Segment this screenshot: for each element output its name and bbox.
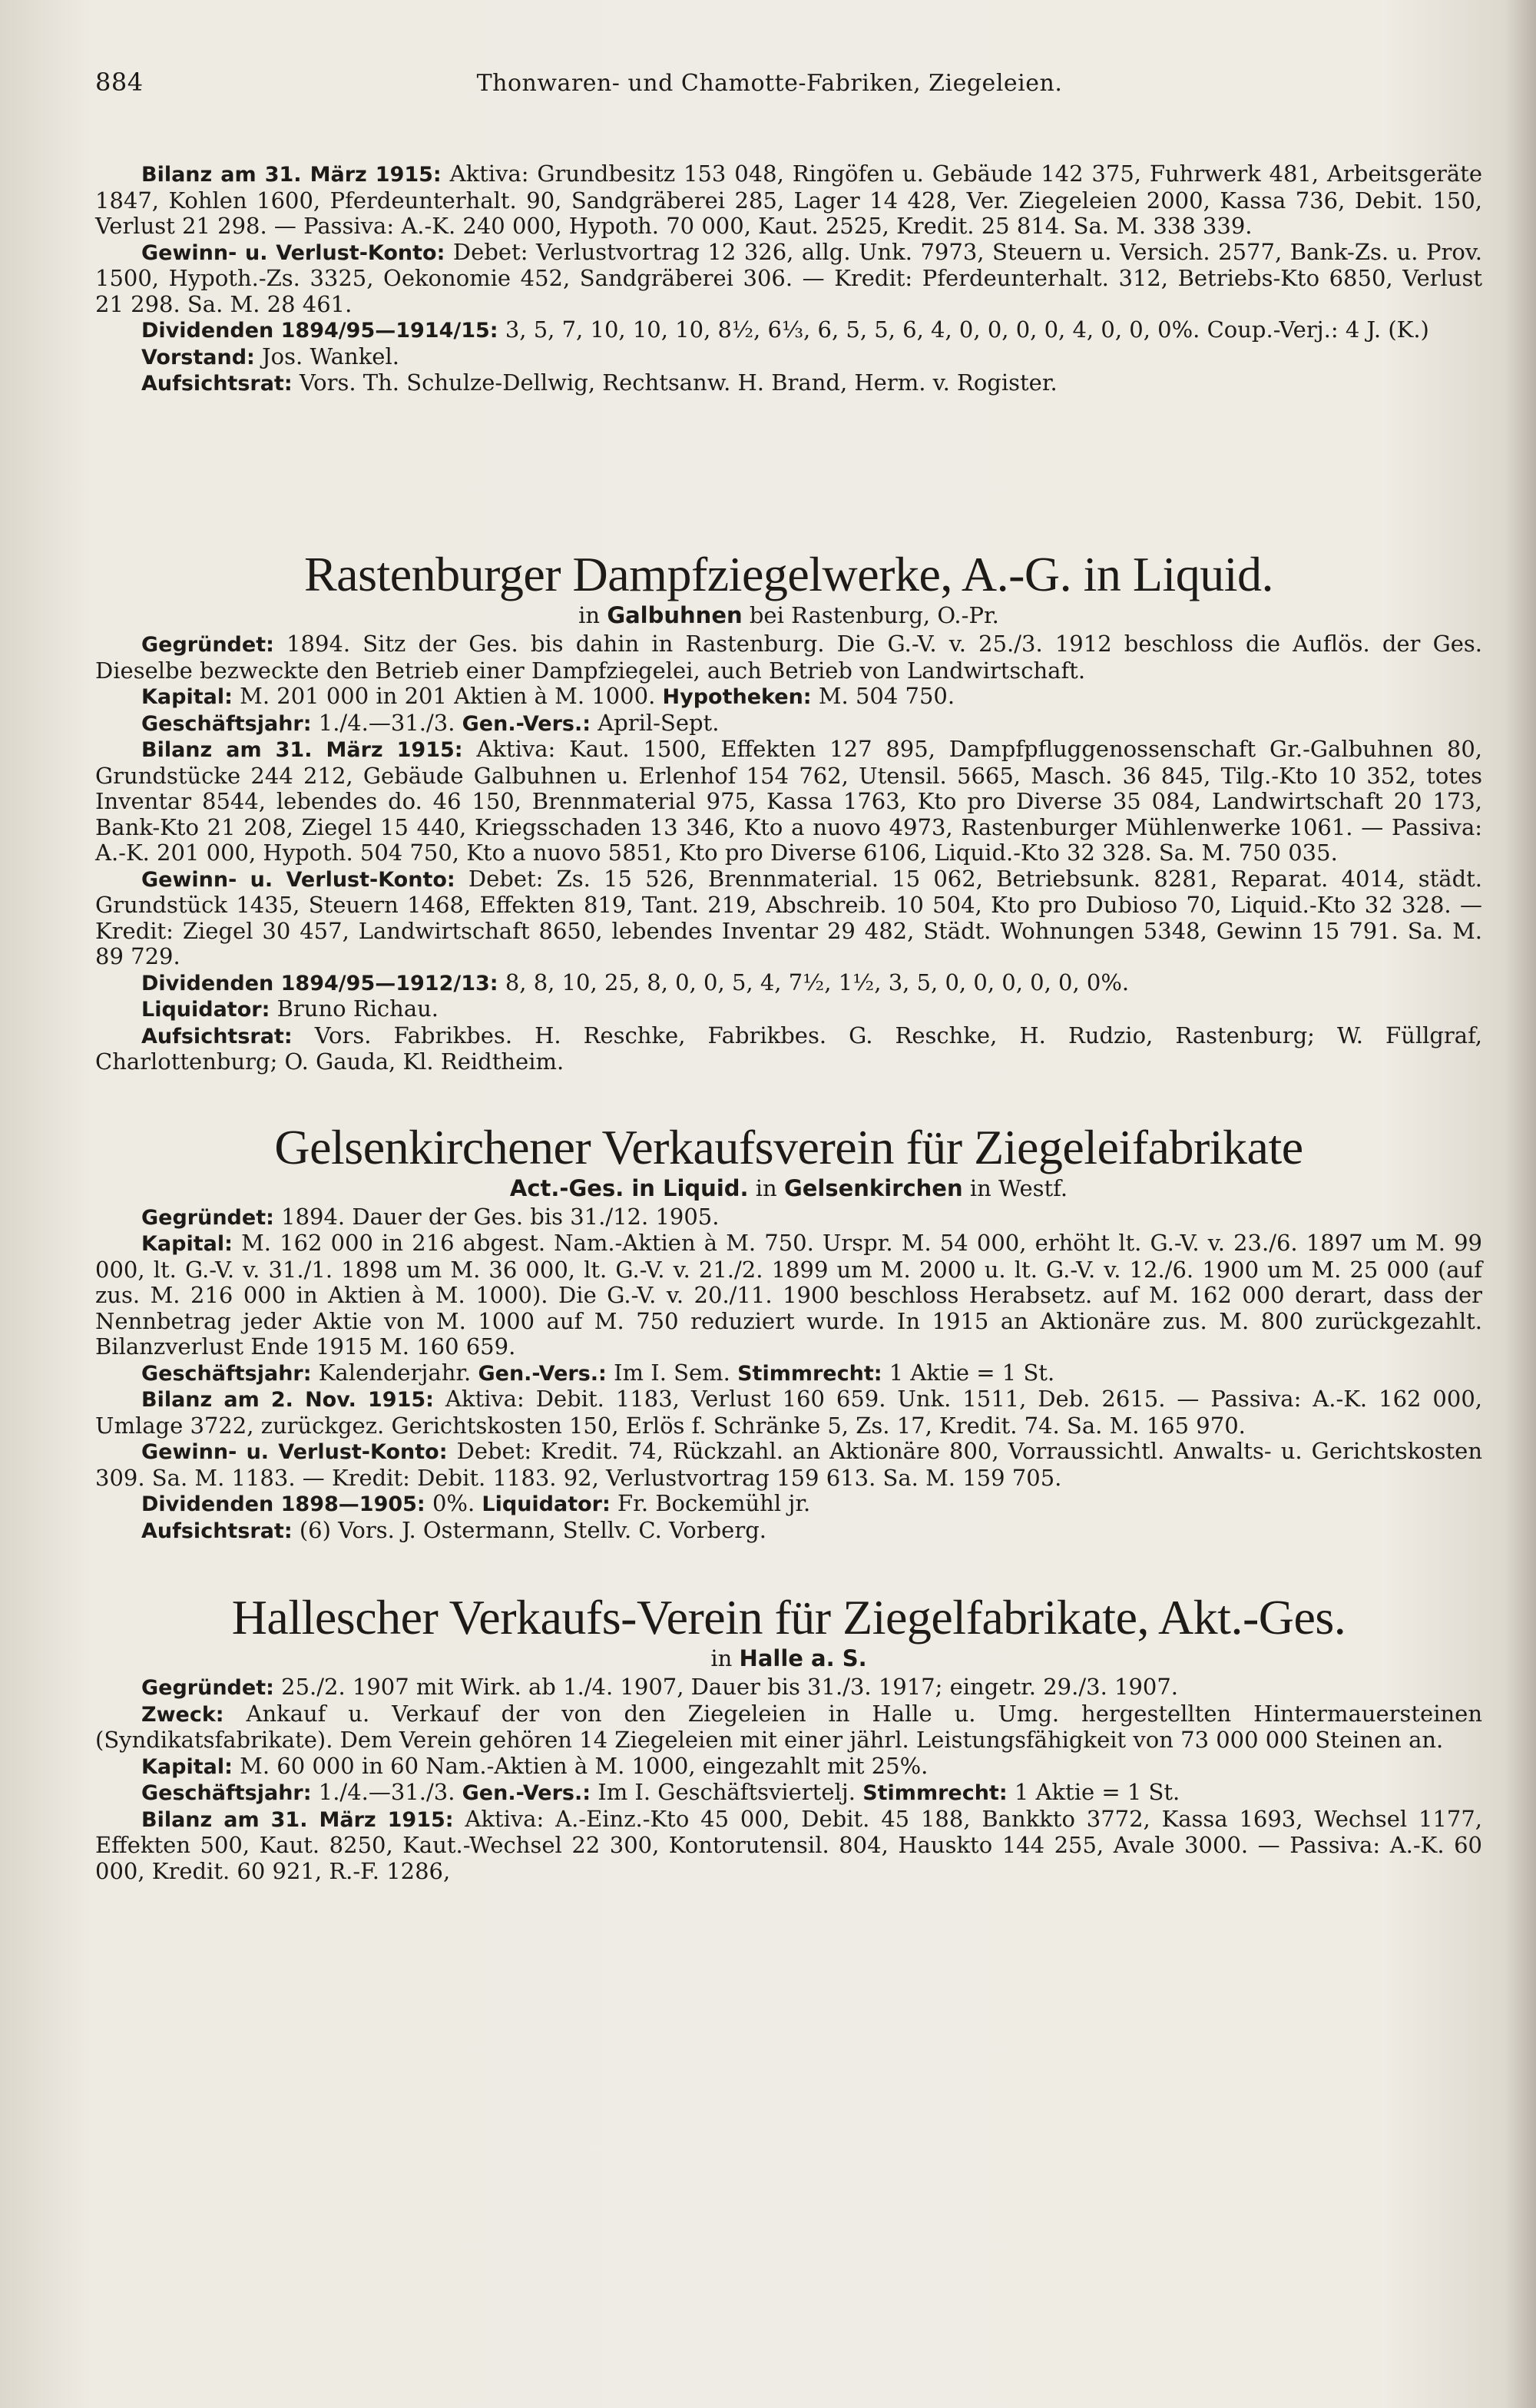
capital-paragraph [95,1754,1482,1780]
entry-continued [95,161,1482,538]
text: Debet: Zs. 15 526, Brennmaterial. 15 062, Betriebsunk. 8281, Reparat. 4014, städt. Grundstück 1435, Steuern 1468, Effekten 819, Tant. 219, Abschreib. 10 504, Kto pro Dubioso 70, Liquid.-Kto 32 328. — Kredit: Ziegel 30 457, Landwirtschaft 8650, lebendes Inventar 29 482, Städt. Wohnungen 5348, Gewinn 15 791. Sa. M. 89 729. [95,865,1483,969]
entry-hallescher [95,1590,1482,1884]
label: Gewinn- u. Verlust-Konto: [141,240,445,265]
supervisory-board-paragraph [95,370,1482,397]
label: Aufsichtsrat: [141,1519,293,1543]
text: Fr. Bockemühl jr. [617,1490,811,1516]
label: Kapital: [141,1754,233,1779]
balance-sheet-paragraph [95,161,1482,240]
text: Vors. Th. Schulze-Dellwig, Rechtsanw. H. Brand, Herm. v. Rogister. [299,369,1058,396]
label: Bilanz am 31. März 1915: [141,738,463,762]
text: Vors. Fabrikbes. H. Reschke, Fabrikbes. G. Reschke, H. Rudzio, Rastenburg; W. Füllgraf, Charlottenburg; O. Gauda, Kl. Reidtheim. [95,1022,1482,1075]
text: 8, 8, 10, 25, 8, 0, 0, 5, 4, 7½, 1½, 3, 5, 0, 0, 0, 0, 0, 0%. [505,969,1130,995]
label: Gen.-Vers.: [462,711,591,736]
sub-rest: in Westf. [969,1174,1068,1201]
label: Gegründet: [141,633,274,657]
label: Dividenden 1894/95—1912/13: [141,971,498,995]
text: 1 Aktie = 1 St. [1014,1779,1180,1805]
text: 3, 5, 7, 10, 10, 10, 8½, 6⅓, 6, 5, 5, 6, 4, 0, 0, 0, 0, 4, 0, 0, 0%. Coup.-Verj.: 4 J. (K.) [505,316,1429,343]
label: Liquidator: [141,998,270,1022]
label: Liquidator: [482,1492,611,1516]
dividends-paragraph [95,317,1482,344]
text: Im I. Geschäftsviertelj. [598,1779,856,1805]
page-number: 884 [95,68,144,97]
dividends-paragraph [95,1491,1482,1518]
label: Kapital: [141,1232,233,1256]
founded-paragraph [95,631,1482,684]
label: Hypotheken: [662,685,812,709]
profit-loss-paragraph [95,866,1482,970]
company-title: Hallescher Verkaufs-Verein für Ziegelfabrikate, Akt.-Ges. [231,1590,1346,1645]
label: Bilanz am 31. März 1915: [141,1807,454,1832]
label: Gegründet: [141,1205,274,1230]
label: Stimmrecht: [737,1361,882,1386]
label: Gegründet: [141,1676,274,1700]
label: Bilanz am 2. Nov. 1915: [141,1388,434,1412]
label: Gewinn- u. Verlust-Konto: [141,1440,448,1464]
text: Debet: Verlustvortrag 12 326, allg. Unk. 7973, Steuern u. Versich. 2577, Bank-Zs. u. Prov. 1500, Hypoth.-Zs. 3325, Oekonomie 452, Sandgräberei 306. — Kredit: Pferdeunterhalt. 312, Betriebs-Kto 6850, Verlust 21 298. Sa. M. 28 461. [95,238,1483,317]
running-head-title: Thonwaren- und Chamotte-Fabriken, Ziegeleien. [476,70,1063,97]
supervisory-board-paragraph [95,1518,1482,1545]
page-edge-shadow [1505,0,1536,2408]
sub-rest: bei Rastenburg, O.-Pr. [749,602,999,628]
text: Aktiva: Debit. 1183, Verlust 160 659. Unk. 1511, Deb. 2615. — Passiva: A.-K. 162 000, Umlage 3722, zurückgez. Gerichtskosten 150, Erlös f. Schränke 5, Zs. 17, Kredit. 74. Sa. M. 165 970. [95,1386,1482,1439]
sub-legal-form: Act.-Ges. in Liquid. [509,1174,749,1201]
company-location [95,1645,1482,1671]
text: M. 60 000 in 60 Nam.-Aktien à M. 1000, eingezahlt mit 25%. [240,1752,929,1779]
company-location [95,1175,1482,1201]
label: Aufsichtsrat: [141,372,293,396]
sub-place: Halle a. S. [739,1645,867,1671]
company-location [95,602,1482,628]
text: 1894. Dauer der Ges. bis 31./12. 1905. [281,1203,720,1230]
sub-place: Gelsenkirchen [783,1174,963,1201]
label: Gen.-Vers.: [478,1361,607,1386]
dividends-paragraph [95,970,1482,997]
text: 1./4.—31./3. [318,1779,455,1805]
label: Geschäftsjahr: [141,1361,312,1386]
liquidator-paragraph [95,996,1482,1023]
text: Ankauf u. Verkauf der von den Ziegeleien in Halle u. Umg. hergestellten Hintermauersteinen (Syndikatsfabrikate). Dem Verein gehören 14 Ziegeleien mit einer jährl. Leistungsfähigkeit von 73 000 000 Steinen an. [95,1700,1483,1753]
text: 0%. [432,1490,475,1516]
label: Zweck: [141,1702,224,1727]
fiscal-year-paragraph [95,1780,1482,1807]
supervisory-board-paragraph [95,1023,1482,1075]
capital-paragraph [95,684,1482,710]
entry-rastenburger [95,547,1482,1075]
text: M. 504 750. [818,683,955,709]
running-head [95,68,1482,114]
board-paragraph [95,344,1482,371]
balance-sheet-paragraph [95,1386,1482,1439]
text: 1./4.—31./3. [318,709,455,736]
text: 25./2. 1907 mit Wirk. ab 1./4. 1907, Dauer bis 31./3. 1917; eingetr. 29./3. 1907. [281,1674,1179,1700]
label: Geschäftsjahr: [141,711,312,736]
text: Kalenderjahr. [318,1359,472,1386]
fiscal-year-paragraph [95,1360,1482,1387]
company-title: Gelsenkirchener Verkaufsverein für Ziegeleifabrikate [274,1119,1303,1174]
label: Kapital: [141,685,233,709]
label: Aufsichtsrat: [141,1024,293,1048]
balance-sheet-paragraph [95,737,1482,866]
fiscal-year-paragraph [95,710,1482,737]
text: 1 Aktie = 1 St. [889,1359,1055,1386]
founded-paragraph [95,1204,1482,1231]
label: Dividenden 1894/95—1914/15: [141,319,498,343]
text: 1894. Sitz der Ges. bis dahin in Rastenburg. Die G.-V. v. 25./3. 1912 beschloss die Auflös. der Ges. Dieselbe bezweckte den Betrieb einer Dampfziegelei, auch Betrieb von Landwirtschaft. [95,631,1483,684]
label: Geschäftsjahr: [141,1781,312,1805]
text: Im I. Sem. [614,1359,730,1386]
text: Aktiva: Grundbesitz 153 048, Ringöfen u. Gebäude 142 375, Fuhrwerk 481, Arbeitsgeräte 1847, Kohlen 1600, Pferdeunterhalt. 90, Sandgräberei 285, Lager 14 428, Ver. Ziegeleien 2000, Kassa 736, Debit. 150, Verlust 21 298. — Passiva: A.-K. 240 000, Hypoth. 70 000, Kaut. 2525, Kredit. 25 814. Sa. M. 338 339. [95,161,1483,239]
label: Vorstand: [141,345,255,369]
capital-paragraph [95,1230,1482,1360]
text: April-Sept. [598,709,720,736]
sub-place: Galbuhnen [607,602,743,628]
label: Stimmrecht: [862,1781,1008,1805]
text: Aktiva: A.-Einz.-Kto 45 000, Debit. 45 188, Bankkto 3772, Kassa 1693, Wechsel 1177, Effekten 500, Kaut. 8250, Kaut.-Wechsel 22 300, Kontorutensil. 804, Hauskto 144 255, Avale 3000. — Passiva: A.-K. 60 000, Kredit. 60 921, R.-F. 1286, [95,1805,1482,1884]
label: Dividenden 1898—1905: [141,1492,425,1516]
label: Gewinn- u. Verlust-Konto: [141,867,455,892]
profit-loss-paragraph [95,1439,1482,1491]
text: (6) Vors. J. Ostermann, Stellv. C. Vorberg. [299,1516,766,1543]
label: Bilanz am 31. März 1915: [141,163,442,187]
entry-gelsenkirchener [95,1120,1482,1545]
sub-in: in [755,1174,777,1201]
purpose-paragraph [95,1701,1482,1754]
label: Gen.-Vers.: [462,1781,591,1805]
sub-in: in [578,602,601,628]
text: Jos. Wankel. [262,343,399,369]
text: Debet: Kredit. 74, Rückzahl. an Aktionäre 800, Vorraussichtl. Anwalts- u. Gerichtskosten 309. Sa. M. 1183. — Kredit: Debit. 1183. 92, Verlustvortrag 159 613. Sa. M. 159 705. [95,1438,1483,1491]
balance-sheet-paragraph [95,1807,1482,1885]
sub-in: in [710,1645,733,1671]
company-title: Rastenburger Dampfziegelwerke, A.-G. in Liquid. [303,547,1274,601]
text: Bruno Richau. [276,995,439,1022]
text: Aktiva: Kaut. 1500, Effekten 127 895, Dampfpfluggenossenschaft Gr.-Galbuhnen 80, Grundstücke 244 212, Gebäude Galbuhnen u. Erlenhof 154 762, Utensil. 5665, Masch. 36 845, Tilg.-Kto 10 352, totes Inventar 8544, lebendes do. 46 150, Brennmaterial 975, Kassa 1763, Kto pro Diverse 35 084, Landwirtschaft 20 173, Bank-Kto 21 208, Ziegel 15 440, Kriegsschaden 13 346, Kto a nuovo 4973, Rastenburger Mühlenwerke 1061. — Passiva: A.-K. 201 000, Hypoth. 504 750, Kto a nuovo 5851, Kto pro Diverse 6106, Liquid.-Kto 32 328. Sa. M. 750 035. [95,736,1483,866]
founded-paragraph [95,1674,1482,1701]
profit-loss-paragraph [95,240,1482,318]
text: M. 162 000 in 216 abgest. Nam.-Aktien à M. 750. Urspr. M. 54 000, erhöht lt. G.-V. v. 23./6. 1897 um M. 99 000, lt. G.-V. v. 31./1. 1898 um M. 36 000, lt. G.-V. v. 21./2. 1899 um M. 2000 u. lt. G.-V. v. 12./6. 1900 um M. 25 000 (auf zus. M. 216 000 in Aktien à M. 1000). Die G.-V. v. 20./11. 1900 beschloss Herabsetz. auf M. 162 000 derart, dass der Nennbetrag jeder Aktie von M. 1000 auf M. 750 reduziert wurde. In 1915 an Aktionäre zus. M. 800 zurückgezahlt. Bilanzverlust Ende 1915 M. 160 659. [95,1230,1483,1360]
text: M. 201 000 in 201 Aktien à M. 1000. [240,683,656,709]
